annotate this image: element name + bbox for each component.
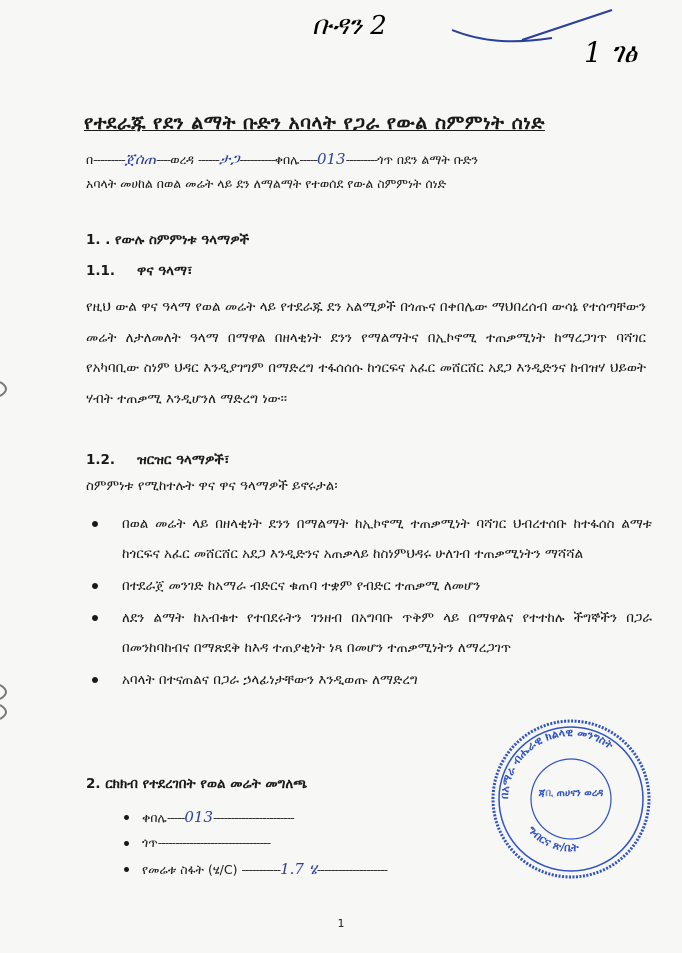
list-item: ቀበሌ-----013-----------------------	[120, 804, 540, 830]
land-description-list	[120, 804, 540, 882]
page-number: 1	[337, 917, 345, 930]
list-item: በተደራጀ መንገድ ከአማራ ብድርና ቁጠባ ተቋም የብድር ተጠቃሚ ለመሆን	[92, 571, 652, 601]
svg-text:በአማራ ብሔራዊ ክልላዊ መንግስት: በአማራ ብሔራዊ ክልላዊ መንግስት	[497, 725, 616, 800]
document-title: የተደራጁ የደን ልማት ቡድን አባላት የጋራ የውል ስምምነት ሰነድ	[84, 112, 545, 134]
main-objective-paragraph: የዚህ ውል ዋና ዓላማ የወል መሬት ላይ የተደራጁ ደን አልሚዎች በጎጡና በቀበሌው ማህበረሰብ ውሳኔ የተሰጣቸውን መሬት ለታለመለት ዓላማ በማዋል በዘላቂነት ደንን የማልማትና በኢኮኖሚ ተጠቃሚነት ከማረጋገጥ ባሻገር የአካባቢው ስነም ህዳር እንዲያገግም በማድረግ ተፋሰሰሱ ከጎርፍና አፈር መሸርሸር አደጋ እንዲድንና ከብዝሃ ህይወት ሃብት ተጠቃሚ እንዲሆንለ ማድረግ ነው፡፡	[86, 299, 646, 407]
list-item: ጎጥ--------------------------------	[120, 830, 540, 856]
section-1-2-heading: 1.2. ዝርዝር ዓላማዎች፣	[86, 452, 230, 468]
handwritten-region: ጀሰጠ	[124, 150, 157, 168]
handwritten-note-left: ቡዳን 2	[312, 11, 387, 41]
punch-hole	[0, 380, 14, 398]
svg-text:ጃቢ ጠሀናን ወረዳ: ጃቢ ጠሀናን ወረዳ	[538, 788, 604, 799]
svg-text:ግብርና ጽ/ቤት: ግብርና ጽ/ቤት	[525, 823, 580, 855]
intro-line-2: አባላት መሀከል በወል መሬት ላይ ደን ለማልማት የተወሰደ የውል ስምምነት ሰነድ	[86, 176, 447, 191]
section-1-heading: 1. . የውሉ ስምምነቱ ዓላማዎች	[86, 232, 250, 248]
section-2-heading: 2. ርክክብ የተደረገበት የወል መሬት መግለጫ	[86, 776, 308, 792]
punch-hole	[0, 703, 14, 721]
list-item: የመሬቱ ስፋት (ሄ/C) -----------1.7 ሄ--------------------	[120, 856, 540, 882]
handwritten-annotation	[312, 2, 642, 72]
official-stamp	[488, 716, 654, 882]
handwritten-woreda: ታጋ	[218, 150, 240, 168]
list-item: በወል መሬት ላይ በዘላቂነት ደንን በማልማት ከኢኮኖሚ ተጠቃሚነት ባሻገር ህብረተሰቡ ከተፋሰስ ልማቱ ከጎርፍና አፈር መሸርሸር አደጋ እንዲድንና አጠቃላይ ከስነምህዳሩ ሁለገብ ተጠቃሚነትን ማሻሻል	[92, 509, 652, 569]
list-item: ለደን ልማት ከአብቁተ የተበደሩትን ገንዘብ በአግባቡ ጥቅም ላይ በማዋልና የተተከሉ ችግኞችን በጋራ በመንከባከብና በማጽደቅ ከእዳ ተጠያቂነት ነጻ በመሆን ተጠቃሚነትን ለማረጋገጥ	[92, 603, 652, 663]
objectives-list	[92, 509, 652, 697]
intro-line: በ---------ጀሰጠ----ወረዳ ------ታጋ----------ቀበሌ-----013---------ጎጥ በደን ልማት ቡድን	[86, 150, 479, 168]
objectives-lead: ስምምነቱ የሚከተሉት ዋና ዋና ዓላማዎች ይኖሩታል፡	[86, 478, 338, 494]
punch-hole	[0, 683, 14, 701]
list-item: አባላት በተናጠልና በጋራ ኃላፊነታቸውን እንዲወጡ ለማድረግ	[92, 665, 652, 695]
section-1-1-heading: 1.1. ዋና ዓላማ፣	[86, 263, 193, 279]
handwritten-kebele: 013	[316, 150, 346, 168]
handwritten-note-right: 1 ገፅ	[584, 36, 637, 69]
